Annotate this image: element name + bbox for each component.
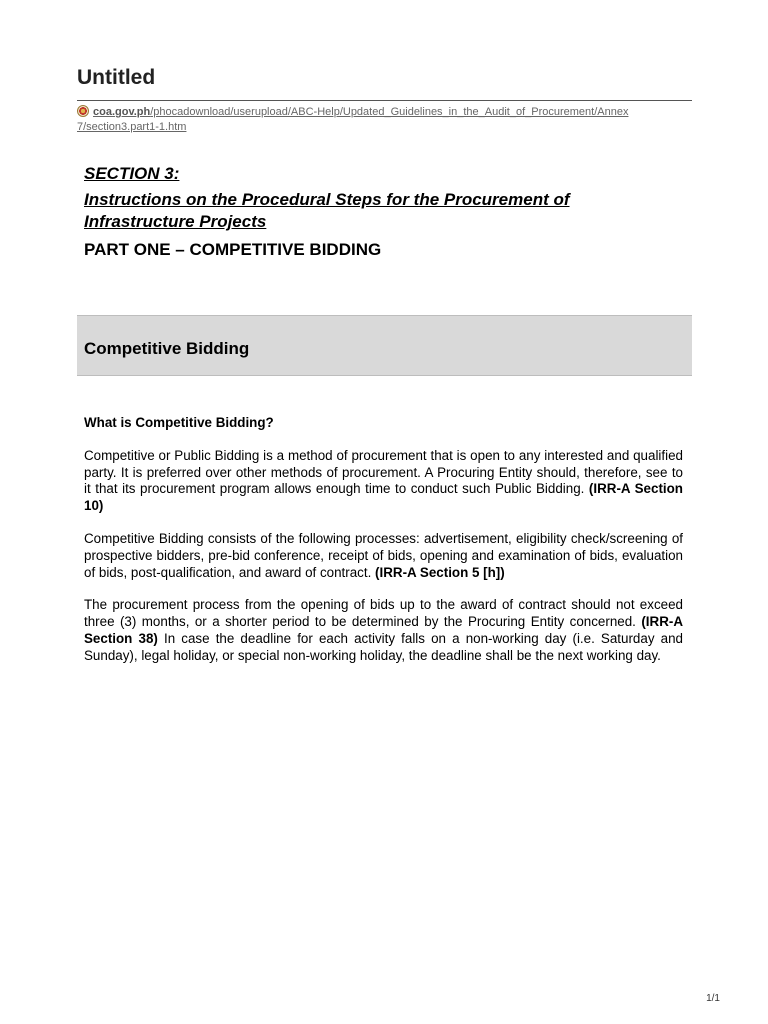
paragraph xyxy=(84,531,683,581)
source-link[interactable] xyxy=(77,106,628,133)
reference: (IRR-A Section 10) xyxy=(84,481,683,514)
source-path: /phocadownload/userupload/ABC-Help/Updated_Guidelines_in_the_Audit_of_Procurement/Annex 7/section3.part1-1.htm xyxy=(77,106,629,133)
question-heading: What is Competitive Bidding? xyxy=(84,415,274,430)
reference: (IRR-A Section 5 [h]) xyxy=(375,564,505,580)
paragraph xyxy=(84,597,683,664)
part-title: PART ONE – COMPETITIVE BIDDING xyxy=(84,240,382,259)
source-domain: coa.gov.ph xyxy=(93,106,151,118)
section-subtitle: Instructions on the Procedural Steps for the Procurement of Infrastructure Projects xyxy=(84,190,570,231)
coa-seal-icon xyxy=(77,105,89,117)
page-number: 1/1 xyxy=(706,993,720,1004)
paragraph-text: Competitive Bidding consists of the following processes: advertisement, eligibility check/screening of prospective bidders, pre-bid conference, receipt of bids, opening and examination of bids, evaluation of bids, post-qualification, and award of contract. xyxy=(84,530,683,580)
heading-band xyxy=(77,315,692,376)
source-url xyxy=(77,105,677,135)
section-header xyxy=(84,164,684,260)
title-divider xyxy=(77,100,692,101)
section-label: SECTION 3: xyxy=(84,164,180,183)
paragraph-text: The procurement process from the opening of bids up to the award of contract should not exceed three (3) months, or a shorter period to be determined by the Procuring Entity concerned. xyxy=(84,597,683,630)
band-heading: Competitive Bidding xyxy=(84,339,250,358)
body-content xyxy=(84,415,683,681)
paragraph xyxy=(84,448,683,515)
reference: (IRR-A Section 38) xyxy=(84,614,683,646)
paragraph-text: In case the deadline for each activity falls on a non-working day (i.e. Saturday and Sunday), legal holiday, or special non-working holiday, the deadline shall be the next working day. xyxy=(84,630,683,663)
paragraph-text: Competitive or Public Bidding is a method of procurement that is open to any interested and qualified party. It is preferred over other methods of procurement. A Procuring Entity should, therefore, see to it that its procurement program allows enough time to conduct such Public Bidding. xyxy=(84,447,683,497)
document-title: Untitled xyxy=(77,66,156,89)
